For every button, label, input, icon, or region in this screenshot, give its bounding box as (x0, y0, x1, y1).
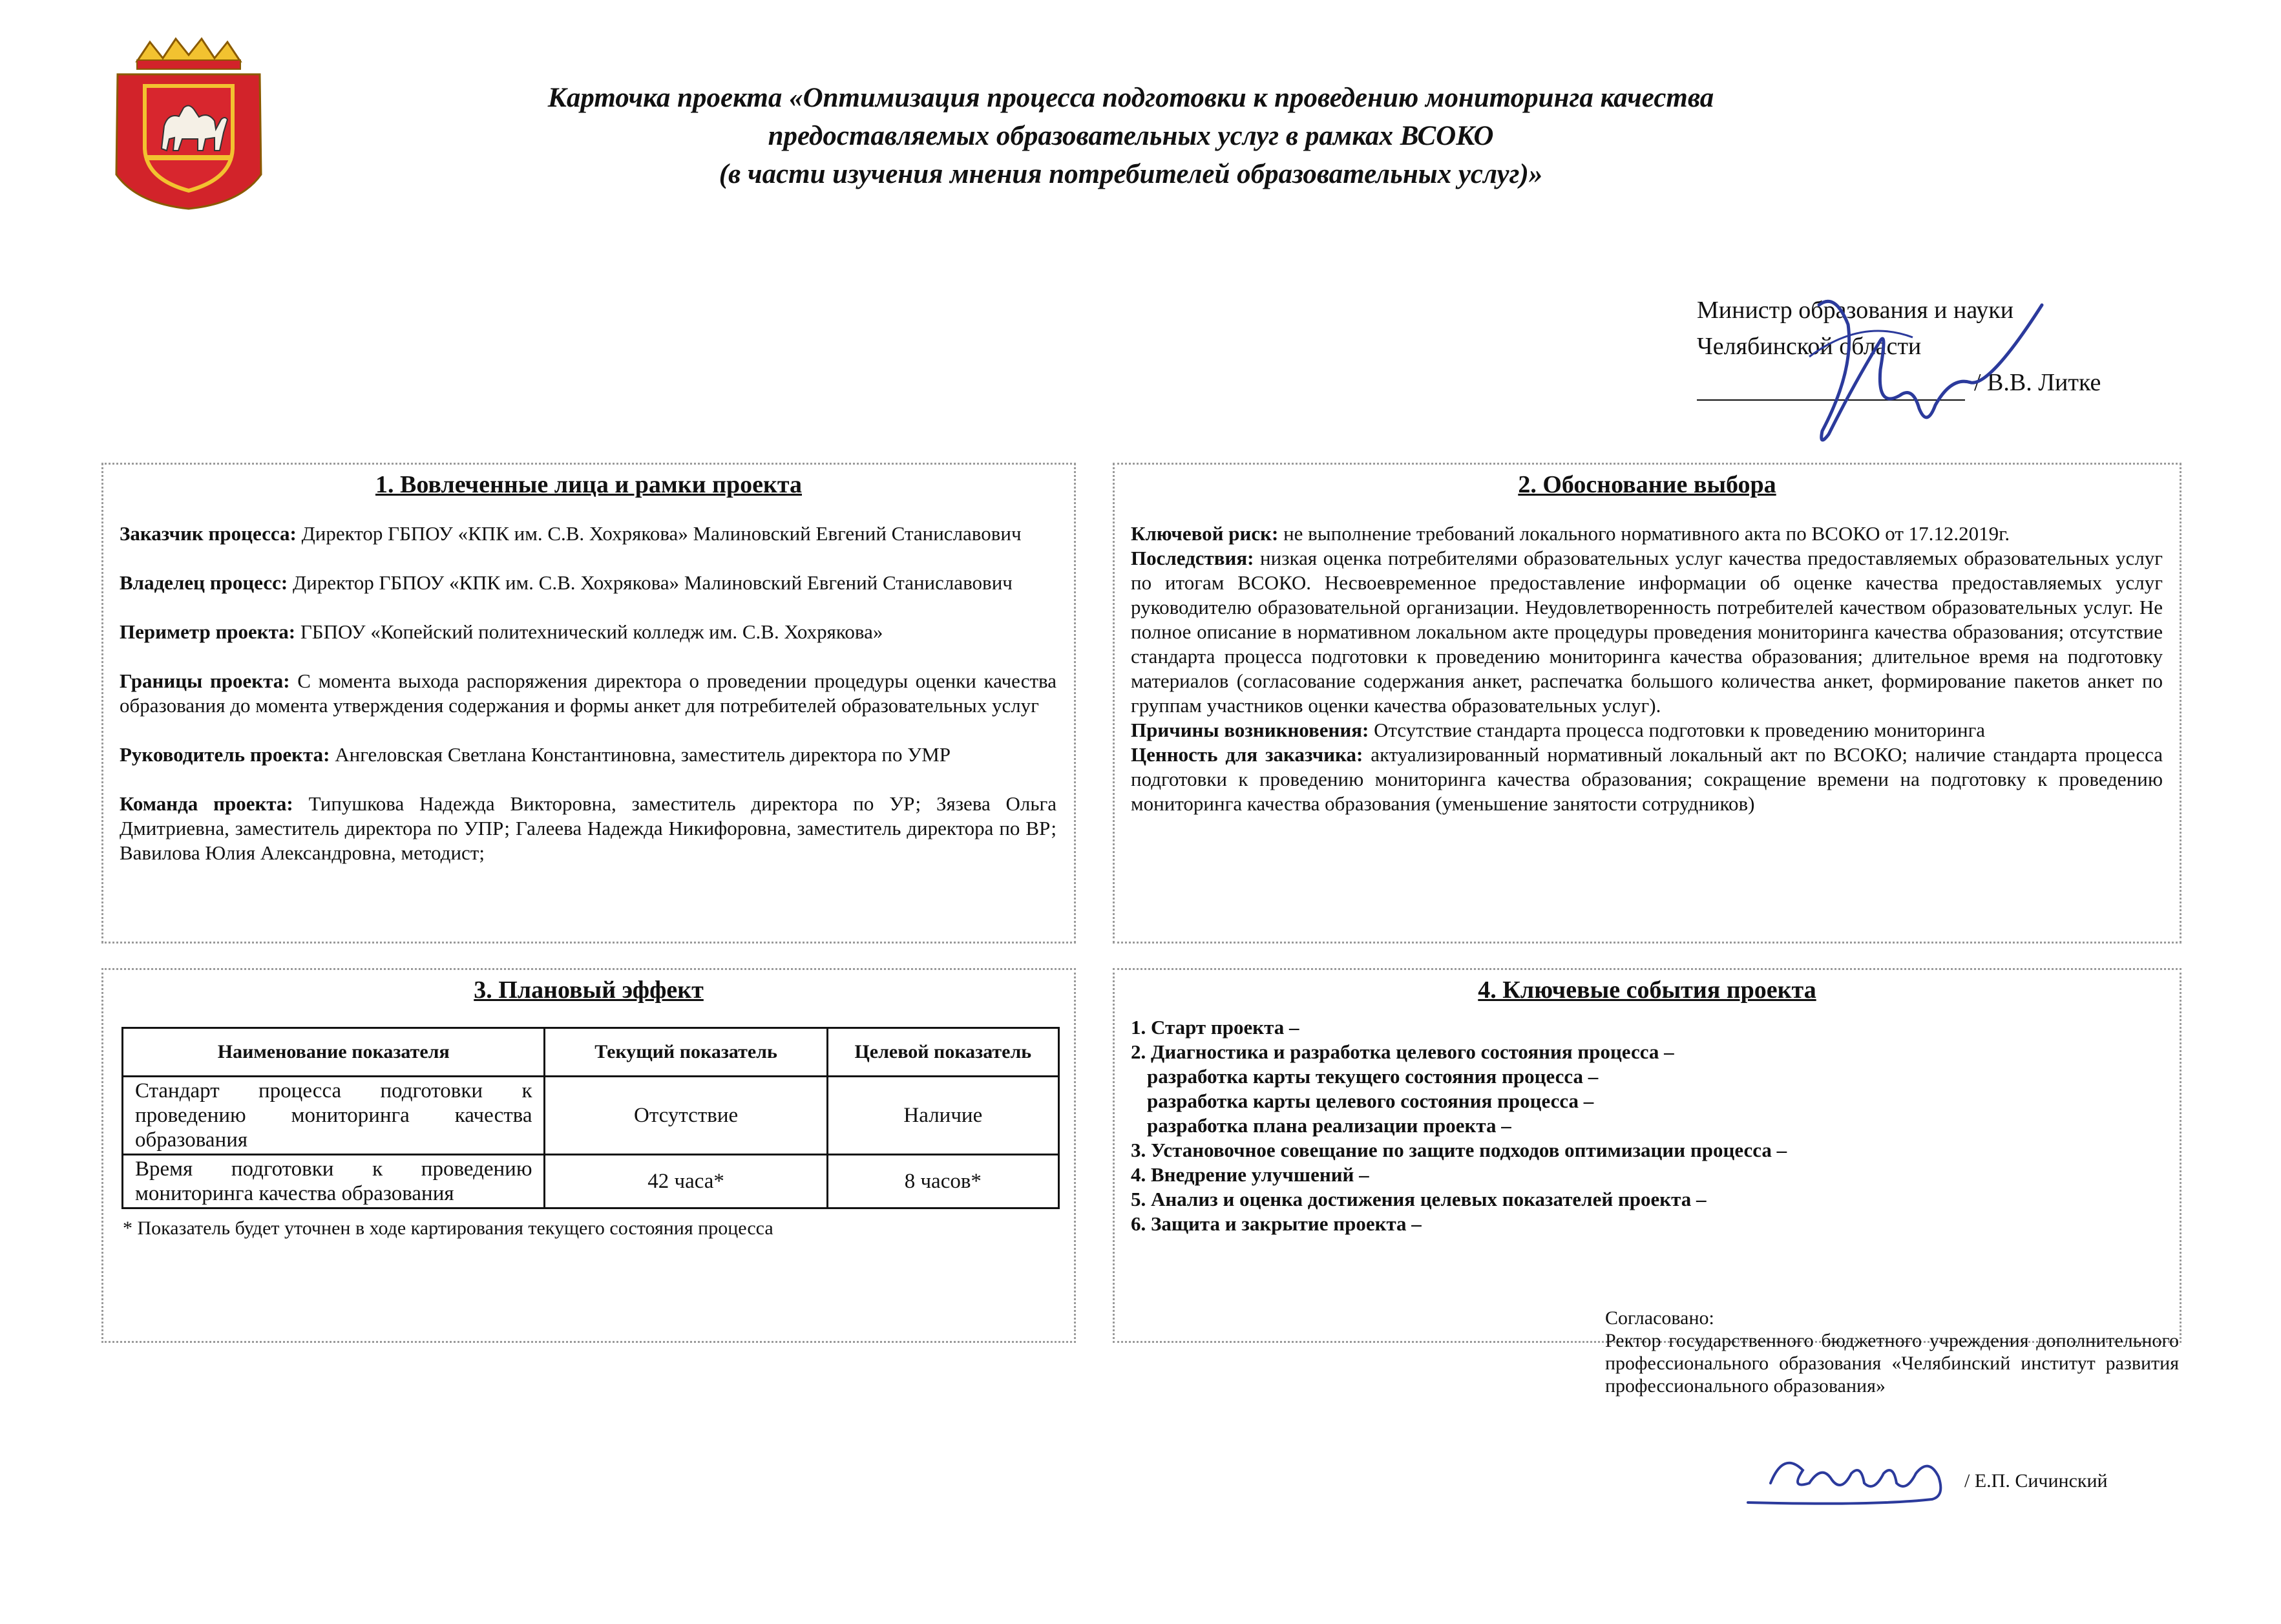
approval-signer-name: / В.В. Литке (1974, 369, 2101, 396)
document-title (452, 79, 1809, 193)
target-value: 8 часов* (827, 1155, 1058, 1208)
customer-label: Заказчик процесса: (120, 522, 297, 545)
leader-label: Руководитель проекта: (120, 743, 330, 766)
list-item: 3. Установочное совещание по защите подходов оптимизации процесса – (1131, 1139, 1787, 1161)
panel-key-events (1113, 968, 2181, 1343)
minister-handwritten-signature (1758, 279, 2055, 457)
target-value: Наличие (827, 1077, 1058, 1155)
customer-row (120, 522, 1056, 546)
list-item: 4. Внедрение улучшений – (1131, 1163, 1369, 1186)
risk-row (1131, 522, 2163, 546)
risk-label: Ключевой риск: (1131, 522, 1279, 545)
list-item: 2. Диагностика и разработка целевого состояния процесса – (1131, 1040, 1674, 1063)
column-header-target: Целевой показатель (827, 1028, 1058, 1077)
indicator-name: Время подготовки к проведению мониторинга качества образования (123, 1155, 545, 1208)
team-text: Типушкова Надежда Викторовна, заместитель директора по УР; Зязева Ольга Дмитриевна, заместитель директора по УПР; Галеева Надежда Никифоровна, заместитель директора по ВР; Вавилова Юлия Александровна, методист; (120, 792, 1057, 864)
agreement-heading: Согласовано: (1605, 1307, 1714, 1329)
section-3-title: 3. Плановый эффект (474, 976, 704, 1004)
title-line-2: предоставляемых образовательных услуг в рамках ВСОКО (768, 121, 1494, 151)
key-events-list (1131, 1015, 2163, 1236)
panel-justification (1113, 463, 2181, 944)
value-label: Ценность для заказчика: (1131, 743, 1363, 766)
leader-row (120, 743, 1056, 767)
table-row (123, 1077, 1059, 1155)
list-item: разработка карты целевого состояния процесса – (1147, 1090, 1594, 1112)
table-footnote: * Показатель будет уточнен в ходе картирования текущего состояния процесса (123, 1218, 773, 1239)
agreement-text: Ректор государственного бюджетного учреждения дополнительного профессионального образования «Челябинский институт развития профессионального образования» (1605, 1330, 2179, 1397)
causes-label: Причины возникновения: (1131, 719, 1369, 741)
customer-text: Директор ГБПОУ «КПК им. С.В. Хохрякова» Малиновский Евгений Станиславович (301, 522, 1022, 545)
section-1-body (120, 522, 1056, 865)
column-header-indicator: Наименование показателя (123, 1028, 545, 1077)
list-item: 1. Старт проекта – (1131, 1016, 1299, 1039)
rector-signer-name: / Е.П. Сичинский (1964, 1470, 2108, 1492)
perimeter-row (120, 620, 1056, 644)
approval-position-line-2: Челябинской области (1697, 333, 1922, 360)
title-line-3: (в части изучения мнения потребителей образовательных услуг)» (719, 159, 1543, 189)
section-4-title: 4. Ключевые события проекта (1478, 976, 1816, 1004)
owner-label: Владелец процесс: (120, 571, 288, 594)
team-label: Команда проекта: (120, 792, 293, 815)
rector-handwritten-signature (1745, 1438, 1977, 1509)
leader-text: Ангеловская Светлана Константиновна, заместитель директора по УМР (335, 743, 951, 766)
coat-of-arms-emblem (111, 36, 266, 210)
owner-text: Директор ГБПОУ «КПК им. С.В. Хохрякова» Малиновский Евгений Станиславович (292, 571, 1013, 594)
consequences-label: Последствия: (1131, 547, 1254, 569)
title-line-1: Карточка проекта «Оптимизация процесса подготовки к проведению мониторинга качества (547, 83, 1714, 113)
perimeter-text: ГБПОУ «Копейский политехнический колледж им. С.В. Хохрякова» (300, 620, 883, 643)
list-item: 5. Анализ и оценка достижения целевых показателей проекта – (1131, 1188, 1707, 1210)
consequences-text: низкая оценка потребителями образовательных услуг качества предоставляемых образовательных услуг по итогам ВСОКО. Несвоевременное предоставление информации об оценке качества предоставляемых услуг руководителю образовательной организации. Неудовлетворенность потребителей качеством образовательных услуг. Не полное описание в нормативном локальном акте процедуры проведения мониторинга качества образования; отсутствие стандарта процесса подготовки к проведению мониторинга качества образования; длительное время на подготовку материалов (согласование содержания анкет, распечатка большого количества анкет, формирование пакетов анкет по группам участников оценки качества образовательных услуг). (1131, 547, 2163, 717)
column-header-current: Текущий показатель (545, 1028, 827, 1077)
list-item: 6. Защита и закрытие проекта – (1131, 1212, 1422, 1235)
perimeter-label: Периметр проекта: (120, 620, 296, 643)
effect-table (121, 1027, 1060, 1209)
causes-text: Отсутствие стандарта процесса подготовки к проведению мониторинга (1374, 719, 1986, 741)
bounds-row (120, 669, 1056, 718)
list-item: разработка плана реализации проекта – (1147, 1114, 1511, 1137)
bounds-label: Границы проекта: (120, 670, 290, 692)
owner-row (120, 571, 1056, 595)
section-2-body (1131, 522, 2163, 816)
agreement-block (1605, 1307, 2179, 1397)
current-value: Отсутствие (545, 1077, 827, 1155)
panel-stakeholders (101, 463, 1076, 944)
indicator-name: Стандарт процесса подготовки к проведению мониторинга качества образования (123, 1077, 545, 1155)
table-row (123, 1155, 1059, 1208)
value-row (1131, 743, 2163, 816)
approval-position-line-1: Министр образования и науки (1697, 297, 2014, 324)
section-1-title: 1. Вовлеченные лица и рамки проекта (375, 471, 802, 498)
value-text: актуализированный нормативный локальный акт по ВСОКО; наличие стандарта процесса подготовки к проведению мониторинга качества образования; сокращение времени на подготовку к проведению мониторинга качества образования (уменьшение занятости сотрудников) (1131, 743, 2163, 815)
consequences-row (1131, 546, 2163, 718)
section-2-title: 2. Обоснование выбора (1518, 471, 1776, 498)
panel-planned-effect (101, 968, 1076, 1343)
table-header-row (123, 1028, 1059, 1077)
team-row (120, 792, 1056, 865)
bounds-text: С момента выхода распоряжения директора о проведении процедуры оценки качества образования до момента утверждения содержания и формы анкет для потребителей образовательных услуг (120, 670, 1056, 717)
causes-row (1131, 718, 2163, 743)
risk-text: не выполнение требований локального нормативного акта по ВСОКО от 17.12.2019г. (1283, 522, 2010, 545)
list-item: разработка карты текущего состояния процесса – (1147, 1065, 1599, 1088)
current-value: 42 часа* (545, 1155, 827, 1208)
